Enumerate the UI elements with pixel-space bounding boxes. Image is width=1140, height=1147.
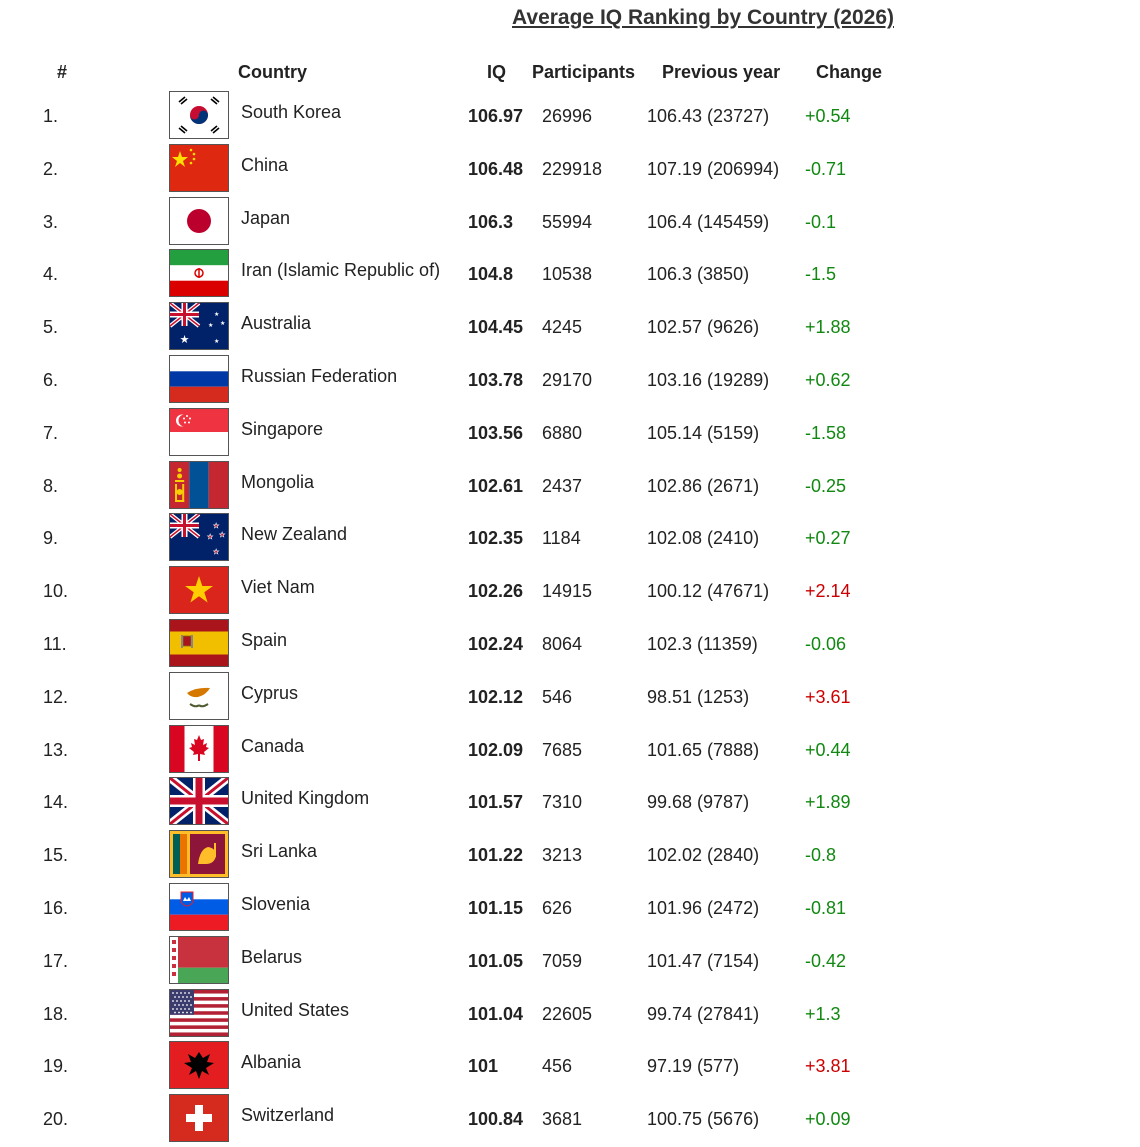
rank-number: 15. [43, 845, 69, 866]
iq-score: 101.15 [468, 897, 524, 918]
viet-nam-flag [169, 566, 229, 614]
rank-number: 14. [43, 792, 69, 813]
country-name: Albania [241, 1052, 302, 1073]
table-row [0, 934, 1140, 987]
previous-year-value: 100.75 (5676) [647, 1109, 760, 1130]
country-name: Australia [241, 313, 312, 334]
change-value: -0.8 [805, 845, 837, 866]
previous-year-value: 106.4 (145459) [647, 211, 770, 232]
rank-number: 6. [43, 369, 59, 390]
table-row [0, 195, 1140, 248]
previous-year-value: 101.47 (7154) [647, 950, 760, 971]
belarus-flag [169, 936, 229, 984]
change-value: +1.3 [805, 1003, 841, 1024]
table-row [0, 881, 1140, 934]
previous-year-value: 102.02 (2840) [647, 845, 760, 866]
page-title: Average IQ Ranking by Country (2026) [512, 6, 894, 29]
table-row [0, 142, 1140, 195]
participants-count: 7059 [542, 950, 583, 971]
iq-score: 106.97 [468, 106, 524, 126]
table-row [0, 300, 1140, 353]
previous-year-value: 105.14 (5159) [647, 422, 760, 443]
svg-text:★: ★ [220, 321, 226, 328]
previous-year-value: 106.3 (3850) [647, 264, 750, 285]
previous-year-value: 102.86 (2671) [647, 475, 760, 496]
table-row [0, 1092, 1140, 1145]
previous-year-value: 99.68 (9787) [647, 792, 750, 813]
country-name: Russian Federation [241, 365, 398, 386]
country-name: Canada [241, 735, 305, 756]
iq-score: 103.56 [468, 422, 524, 443]
table-row [0, 828, 1140, 881]
change-value: +1.89 [805, 792, 851, 813]
sri-lanka-flag [169, 830, 229, 878]
change-value: +0.09 [805, 1109, 851, 1130]
participants-count: 1184 [542, 528, 581, 549]
albania-flag [169, 1041, 229, 1089]
iq-score: 102.09 [468, 739, 524, 760]
change-value: +3.81 [805, 1056, 851, 1077]
rank-number: 17. [43, 950, 69, 971]
change-value: -0.25 [805, 475, 847, 496]
change-value: -1.5 [805, 264, 837, 285]
table-row [0, 353, 1140, 406]
change-value: +0.44 [805, 739, 851, 760]
switzerland-flag [169, 1094, 229, 1142]
change-value: -0.71 [805, 158, 847, 179]
rank-number: 9. [43, 528, 59, 549]
participants-count: 456 [542, 1056, 573, 1077]
iq-score: 101.22 [468, 845, 524, 866]
iq-score: 101 [468, 1056, 499, 1077]
change-value: +0.62 [805, 369, 851, 390]
change-value: +0.27 [805, 528, 851, 549]
header-iq: IQ [487, 62, 507, 82]
svg-text:★: ★ [208, 323, 214, 330]
header-country: Country [238, 62, 307, 82]
previous-year-value: 102.08 (2410) [647, 528, 760, 549]
change-value: +0.54 [805, 106, 851, 126]
svg-text:★: ★ [214, 339, 220, 346]
svg-text:★: ★ [207, 534, 214, 542]
table-row [0, 247, 1140, 300]
rank-number: 1. [43, 106, 59, 126]
country-name: China [241, 154, 289, 175]
previous-year-value: 107.19 (206994) [647, 158, 780, 179]
change-value: -0.1 [805, 211, 837, 232]
iq-score: 104.45 [468, 317, 524, 338]
country-name: Switzerland [241, 1105, 335, 1126]
participants-count: 6880 [542, 422, 583, 443]
country-name: United States [241, 999, 350, 1020]
previous-year-value: 102.57 (9626) [647, 317, 760, 338]
slovenia-flag [169, 883, 229, 931]
iq-score: 106.3 [468, 211, 514, 232]
rank-number: 13. [43, 739, 69, 760]
iq-score: 101.04 [468, 1003, 524, 1024]
rank-number: 4. [43, 264, 59, 285]
mongolia-flag [169, 461, 229, 509]
country-name: Spain [241, 629, 288, 650]
participants-count: 22605 [542, 1003, 593, 1024]
previous-year-value: 97.19 (577) [647, 1056, 740, 1077]
change-value: -0.42 [805, 950, 847, 971]
rank-number: 18. [43, 1003, 69, 1024]
svg-text:★: ★ [179, 334, 190, 347]
table-row [0, 617, 1140, 670]
rank-number: 7. [43, 422, 59, 443]
iq-score: 102.24 [468, 633, 524, 654]
country-name: United Kingdom [241, 788, 370, 809]
iq-score: 103.78 [468, 369, 524, 390]
participants-count: 26996 [542, 106, 593, 126]
united-states-flag [169, 989, 229, 1037]
country-name: Cyprus [241, 682, 299, 703]
change-value: -0.06 [805, 633, 847, 654]
change-value: +2.14 [805, 581, 851, 602]
rank-number: 11. [43, 633, 67, 654]
table-row [0, 987, 1140, 1040]
table-row [0, 564, 1140, 617]
participants-count: 55994 [542, 211, 593, 232]
table-row [0, 670, 1140, 723]
previous-year-value: 101.96 (2472) [647, 897, 760, 918]
china-flag [169, 144, 229, 192]
rank-number: 19. [43, 1056, 69, 1077]
change-value: -1.58 [805, 422, 847, 443]
iq-score: 102.26 [468, 581, 524, 602]
previous-year-value: 100.12 (47671) [647, 581, 770, 602]
iq-score: 101.05 [468, 950, 524, 971]
participants-count: 14915 [542, 581, 593, 602]
previous-year-value: 106.43 (23727) [647, 106, 770, 126]
participants-count: 2437 [542, 475, 583, 496]
svg-text:★: ★ [214, 312, 220, 319]
united-kingdom-flag [169, 777, 229, 825]
iq-score: 102.35 [468, 528, 524, 549]
singapore-flag [169, 408, 229, 456]
russia-flag [169, 355, 229, 403]
country-name: Viet Nam [241, 577, 315, 598]
iq-score: 100.84 [468, 1109, 524, 1130]
participants-count: 29170 [542, 369, 593, 390]
change-value: +1.88 [805, 317, 851, 338]
table-row [0, 775, 1140, 828]
previous-year-value: 98.51 (1253) [647, 686, 750, 707]
country-name: New Zealand [241, 524, 348, 545]
participants-count: 4245 [542, 317, 583, 338]
svg-text:★: ★ [213, 549, 220, 557]
country-name: South Korea [241, 102, 342, 122]
table-row [0, 1039, 1140, 1092]
previous-year-value: 101.65 (7888) [647, 739, 760, 760]
rank-number: 5. [43, 317, 59, 338]
table-row [0, 511, 1140, 564]
header-rank: # [57, 62, 68, 82]
table-row [0, 459, 1140, 512]
participants-count: 10538 [542, 264, 593, 285]
australia-flag [169, 302, 229, 350]
country-name: Singapore [241, 418, 324, 439]
table-row [0, 406, 1140, 459]
svg-text:★: ★ [213, 523, 220, 531]
previous-year-value: 103.16 (19289) [647, 369, 770, 390]
country-name: Belarus [241, 946, 303, 967]
country-name: Slovenia [241, 893, 311, 914]
rank-number: 16. [43, 897, 69, 918]
participants-count: 7310 [542, 792, 583, 813]
country-name: Mongolia [241, 471, 315, 492]
iq-score: 102.61 [468, 475, 524, 496]
participants-count: 7685 [542, 739, 583, 760]
iran-flag [169, 249, 229, 297]
header-participants: Participants [532, 62, 636, 82]
change-value: +3.61 [805, 686, 851, 707]
participants-count: 546 [542, 686, 573, 707]
rank-number: 8. [43, 475, 59, 496]
canada-flag [169, 725, 229, 773]
new-zealand-flag [169, 513, 229, 561]
iq-score: 102.12 [468, 686, 524, 707]
japan-flag [169, 197, 229, 245]
table-row [0, 89, 1140, 142]
ranking-table [0, 89, 1140, 1145]
participants-count: 229918 [542, 158, 603, 179]
cyprus-flag [169, 672, 229, 720]
rank-number: 3. [43, 211, 59, 232]
change-value: -0.81 [805, 897, 847, 918]
participants-count: 3213 [542, 845, 583, 866]
previous-year-value: 102.3 (11359) [647, 633, 758, 654]
table-row [0, 723, 1140, 776]
iq-score: 101.57 [468, 792, 524, 813]
rank-number: 12. [43, 686, 69, 707]
iq-score: 104.8 [468, 264, 514, 285]
header-change: Change [816, 62, 883, 82]
rank-number: 10. [43, 581, 69, 602]
spain-flag [169, 619, 229, 667]
participants-count: 3681 [542, 1109, 583, 1130]
country-name: Sri Lanka [241, 841, 318, 862]
south-korea-flag [169, 91, 229, 139]
header-previous-year: Previous year [662, 62, 781, 82]
previous-year-value: 99.74 (27841) [647, 1003, 760, 1024]
rank-number: 20. [43, 1109, 69, 1130]
participants-count: 626 [542, 897, 573, 918]
svg-text:★: ★ [219, 532, 226, 540]
country-name: Japan [241, 207, 291, 228]
iq-score: 106.48 [468, 158, 524, 179]
participants-count: 8064 [542, 633, 583, 654]
rank-number: 2. [43, 158, 59, 179]
country-name: Iran (Islamic Republic of) [241, 260, 441, 281]
